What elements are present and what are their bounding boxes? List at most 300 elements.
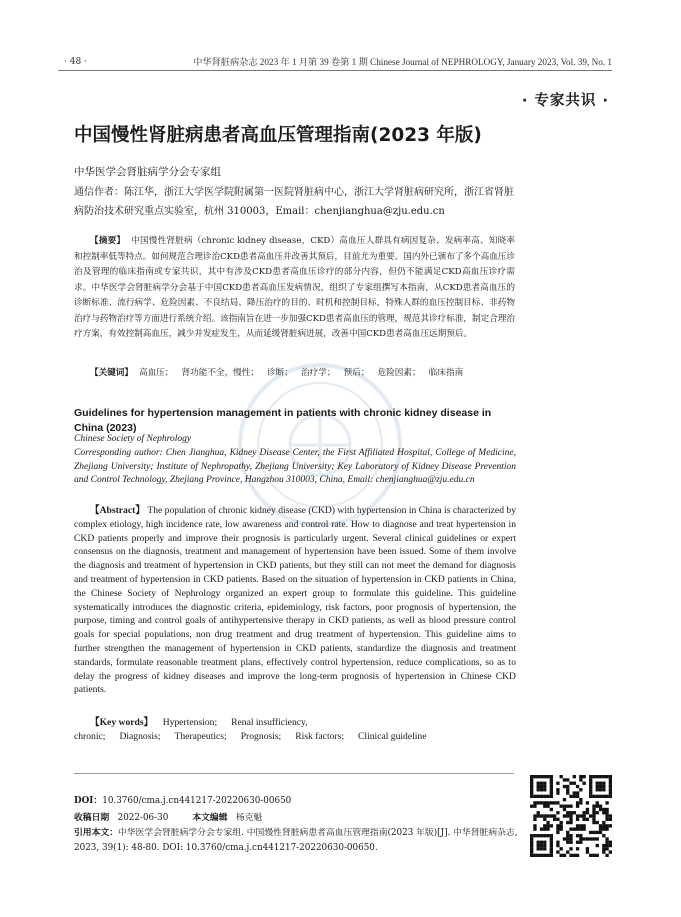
qr-module xyxy=(563,854,566,857)
received-editor-line xyxy=(74,810,262,823)
qr-module xyxy=(530,837,533,840)
qr-module xyxy=(537,811,540,814)
qr-module xyxy=(546,827,549,830)
qr-module xyxy=(602,795,605,798)
qr-module xyxy=(540,782,543,785)
qr-module xyxy=(576,841,579,844)
qr-module xyxy=(563,808,566,811)
qr-module xyxy=(582,827,585,830)
qr-module xyxy=(602,824,605,827)
qr-module xyxy=(586,801,589,804)
qr-module xyxy=(566,811,569,814)
qr-module xyxy=(596,775,599,778)
qr-module xyxy=(579,827,582,830)
qr-module xyxy=(560,854,563,857)
qr-module xyxy=(586,837,589,840)
qr-module xyxy=(546,854,549,857)
qr-module xyxy=(569,782,572,785)
qr-module xyxy=(596,844,599,847)
doi-label: DOI： xyxy=(74,796,103,806)
qr-module xyxy=(589,788,592,791)
qr-module xyxy=(566,821,569,824)
keyword-en: Renal insufficiency, chronic; xyxy=(74,717,308,742)
qr-module xyxy=(556,811,559,814)
abstract-cn-text: 中国慢性肾脏病（chronic kidney disease，CKD）高血压人群具有病因复杂、发病率高、知晓率和控制率低等特点。如何规范合理诊治CKD患者高血压并改善其预后，目前尤为重要。国内外已颁布了多个高血压诊治及管理的临床指南或专家共识，其中有涉及CKD患者高血压诊疗的部分内容，但仍不能满足CKD高血压诊疗需求。中华医学会肾脏病学分会基于中国CKD患者高血压发病情况，组织了专家组撰写本指南，从CKD患者高血压的诊断标准、流行病学、危险因素、不良结局、降压治疗的目的、时机和控制目标，特殊人群的血压控制目标、非药物治疗与药物治疗等方面进行系统介绍。该指南旨在进一步加强CKD患者高血压的管理，规范其诊疗标准，制定合理治疗方案，有效控制高血压，减少并发症发生，从而延缓肾脏病进展，改善中国CKD患者高血压远期预后。 xyxy=(74,236,515,339)
qr-module xyxy=(589,837,592,840)
editor-label: 本文编辑 xyxy=(192,813,228,823)
qr-module xyxy=(586,847,589,850)
qr-module xyxy=(609,850,612,853)
page-number: · 48 · xyxy=(64,57,87,67)
qr-module xyxy=(553,814,556,817)
qr-module xyxy=(540,775,543,778)
qr-module xyxy=(550,834,553,837)
qr-module xyxy=(543,854,546,857)
qr-module xyxy=(556,827,559,830)
qr-module xyxy=(543,788,546,791)
qr-module xyxy=(576,847,579,850)
qr-module xyxy=(566,837,569,840)
qr-module xyxy=(540,801,543,804)
qr-module xyxy=(556,801,559,804)
qr-module xyxy=(550,850,553,853)
qr-module xyxy=(566,788,569,791)
qr-module xyxy=(599,782,602,785)
qr-module xyxy=(596,831,599,834)
qr-module xyxy=(566,778,569,781)
keyword-en: Hypertension; xyxy=(162,717,218,728)
qr-module xyxy=(592,818,595,821)
authors-cn: 中华医学会肾脏病学分会专家组 xyxy=(74,166,221,178)
qr-module xyxy=(543,818,546,821)
qr-module xyxy=(556,824,559,827)
qr-module xyxy=(533,801,536,804)
qr-module xyxy=(592,775,595,778)
qr-module xyxy=(569,827,572,830)
qr-module xyxy=(543,834,546,837)
qr-module xyxy=(543,844,546,847)
qr-module xyxy=(537,785,540,788)
qr-module xyxy=(569,837,572,840)
qr-module xyxy=(537,775,540,778)
qr-module xyxy=(596,821,599,824)
qr-module xyxy=(573,854,576,857)
qr-module xyxy=(579,837,582,840)
qr-module xyxy=(592,795,595,798)
qr-module xyxy=(537,814,540,817)
qr-module xyxy=(560,775,563,778)
qr-module xyxy=(546,824,549,827)
qr-module xyxy=(589,831,592,834)
qr-module xyxy=(602,788,605,791)
qr-module xyxy=(543,841,546,844)
qr-module xyxy=(530,844,533,847)
qr-module xyxy=(599,785,602,788)
article-title-en: Guidelines for hypertension management in patients with chronic kidney disease in China (2023) xyxy=(74,407,492,434)
qr-module xyxy=(550,801,553,804)
qr-module xyxy=(566,850,569,853)
qr-module xyxy=(530,847,533,850)
doi-link[interactable]: 10.3760/cma.j.cn441217-20220630-00650 xyxy=(102,796,292,806)
qr-module xyxy=(533,795,536,798)
keywords-en-label: 【Key words】 xyxy=(90,717,154,728)
qr-module xyxy=(556,782,559,785)
qr-module xyxy=(582,837,585,840)
qr-module xyxy=(589,854,592,857)
qr-module xyxy=(540,854,543,857)
society-en: Chinese Society of Nephrology xyxy=(74,434,192,444)
qr-module xyxy=(579,798,582,801)
qr-module xyxy=(582,818,585,821)
qr-module xyxy=(530,778,533,781)
qr-module xyxy=(576,805,579,808)
qr-module xyxy=(550,795,553,798)
qr-module xyxy=(569,847,572,850)
qr-module xyxy=(540,827,543,830)
qr-module xyxy=(605,775,608,778)
keyword-en: Clinical guideline xyxy=(358,731,427,742)
qr-module xyxy=(609,814,612,817)
keywords-en xyxy=(74,716,516,744)
keyword-en: Diagnosis; xyxy=(119,731,161,742)
qr-module xyxy=(576,785,579,788)
qr-module xyxy=(537,844,540,847)
qr-module xyxy=(566,834,569,837)
qr-module xyxy=(566,841,569,844)
qr-module xyxy=(533,827,536,830)
qr-module xyxy=(605,814,608,817)
qr-module xyxy=(602,847,605,850)
qr-module xyxy=(550,824,553,827)
qr-module xyxy=(563,837,566,840)
qr-module xyxy=(602,785,605,788)
qr-module xyxy=(605,801,608,804)
qr-module xyxy=(592,837,595,840)
qr-module xyxy=(602,821,605,824)
qr-module xyxy=(602,827,605,830)
qr-module xyxy=(530,805,533,808)
qr-module xyxy=(546,805,549,808)
qr-module xyxy=(582,824,585,827)
qr-module xyxy=(573,827,576,830)
corresponding-author-en: Corresponding author: Chen Jianghua, Kidney Disease Center, the First Affiliated Hospital, College of Medicine, Zhejiang University; Institute of Nephropathy, Zhejiang University; Key Laboratory of Kidney Disease Prevention and Control Technology, Zhejiang Province, Hangzhou 310003, China, Email: chenjianghua@zju.edu.cn xyxy=(74,448,516,485)
cite-label: 引用本文： xyxy=(74,828,118,838)
qr-module xyxy=(605,844,608,847)
qr-module xyxy=(573,791,576,794)
qr-module xyxy=(566,805,569,808)
qr-module xyxy=(609,841,612,844)
qr-module xyxy=(576,824,579,827)
keyword-en: Therapeutics; xyxy=(174,731,227,742)
qr-module xyxy=(540,834,543,837)
qr-module xyxy=(546,821,549,824)
qr-module xyxy=(609,775,612,778)
qr-module xyxy=(560,847,563,850)
qr-module xyxy=(592,805,595,808)
qr-module xyxy=(566,831,569,834)
qr-module xyxy=(550,788,553,791)
qr-module xyxy=(576,818,579,821)
qr-module xyxy=(533,775,536,778)
qr-module xyxy=(605,841,608,844)
qr-module xyxy=(605,811,608,814)
qr-module xyxy=(599,795,602,798)
qr-module xyxy=(560,827,563,830)
article-title-cn: 中国慢性肾脏病患者高血压管理指南(2023 年版) xyxy=(74,125,482,146)
qr-module xyxy=(586,811,589,814)
qr-module xyxy=(576,795,579,798)
qr-module xyxy=(596,854,599,857)
qr-module xyxy=(533,824,536,827)
qr-module xyxy=(569,834,572,837)
qr-module xyxy=(573,775,576,778)
qr-module xyxy=(569,818,572,821)
qr-module xyxy=(589,814,592,817)
qr-module xyxy=(569,854,572,857)
citation xyxy=(74,826,520,856)
qr-module xyxy=(596,795,599,798)
qr-module xyxy=(592,814,595,817)
qr-module xyxy=(573,811,576,814)
qr-module xyxy=(537,841,540,844)
qr-module xyxy=(530,834,533,837)
qr-module xyxy=(592,811,595,814)
qr-module xyxy=(550,847,553,850)
qr-module xyxy=(546,814,549,817)
qr-module xyxy=(589,775,592,778)
qr-module xyxy=(609,791,612,794)
qr-module xyxy=(579,778,582,781)
qr-module xyxy=(550,785,553,788)
qr-module xyxy=(605,837,608,840)
qr-module xyxy=(609,778,612,781)
qr-module xyxy=(556,818,559,821)
qr-module xyxy=(540,795,543,798)
qr-module xyxy=(530,850,533,853)
qr-module xyxy=(589,782,592,785)
qr-module xyxy=(599,827,602,830)
qr-module xyxy=(609,844,612,847)
qr-module xyxy=(576,827,579,830)
qr-module xyxy=(566,791,569,794)
qr-module xyxy=(569,841,572,844)
qr-module xyxy=(592,854,595,857)
qr-module xyxy=(563,805,566,808)
qr-module xyxy=(563,814,566,817)
qr-module xyxy=(540,785,543,788)
qr-module xyxy=(582,814,585,817)
qr-module xyxy=(599,831,602,834)
qr-code[interactable] xyxy=(530,775,612,857)
qr-module xyxy=(609,782,612,785)
qr-module xyxy=(589,778,592,781)
keywords-cn xyxy=(90,366,463,378)
qr-module xyxy=(573,795,576,798)
qr-module xyxy=(586,818,589,821)
running-header xyxy=(58,54,612,70)
qr-module xyxy=(550,837,553,840)
qr-module xyxy=(599,808,602,811)
section-label: · 专家共识 · xyxy=(521,93,609,109)
qr-module xyxy=(609,785,612,788)
qr-module xyxy=(569,821,572,824)
qr-module xyxy=(609,824,612,827)
qr-module xyxy=(596,805,599,808)
qr-module xyxy=(540,844,543,847)
qr-module xyxy=(533,818,536,821)
qr-module xyxy=(569,814,572,817)
qr-module xyxy=(540,788,543,791)
qr-module xyxy=(533,834,536,837)
qr-module xyxy=(550,841,553,844)
abstract-en-label: 【Abstract】 xyxy=(90,505,145,516)
qr-module xyxy=(569,795,572,798)
journal-citation-line: 中华肾脏病杂志 2023 年 1 月第 39 卷第 1 期 Chinese Journal of NEPHROLOGY, January 2023, Vol. 39, No. 1 xyxy=(193,57,612,67)
qr-module xyxy=(589,795,592,798)
qr-module xyxy=(592,831,595,834)
qr-module xyxy=(566,814,569,817)
qr-module xyxy=(556,791,559,794)
qr-module xyxy=(605,827,608,830)
cite-text: 中华医学会肾脏病学分会专家组. 中国慢性肾脏病患者高血压管理指南(2023 年版)[J]. 中华肾脏病杂志, 2023, 39(1): 48-80. DOI: 10.3760/cma.j.cn441217-20220630-00650. xyxy=(74,828,518,853)
qr-module xyxy=(596,811,599,814)
qr-module xyxy=(533,805,536,808)
received-date: 2022-06-30 xyxy=(117,813,169,823)
qr-module xyxy=(560,824,563,827)
qr-module xyxy=(543,782,546,785)
qr-module xyxy=(550,791,553,794)
qr-module xyxy=(530,782,533,785)
corresponding-author-cn: 通信作者：陈江华，浙江大学医学院附属第一医院肾脏病中心，浙江大学肾脏病研究所，浙江省肾脏病防治技术研究重点实验室，杭州 310003，Email：chenjianghua@zju.edu.cn xyxy=(74,187,514,217)
qr-module xyxy=(592,821,595,824)
qr-module xyxy=(556,844,559,847)
qr-module xyxy=(550,854,553,857)
qr-module xyxy=(546,801,549,804)
qr-module xyxy=(546,834,549,837)
qr-module xyxy=(553,818,556,821)
qr-module xyxy=(543,827,546,830)
qr-module xyxy=(605,808,608,811)
qr-module xyxy=(546,795,549,798)
qr-module xyxy=(550,808,553,811)
keywords-cn-items: 高血压； 肾功能不全，慢性； 诊断； 治疗学； 预后； 危险因素； 临床指南 xyxy=(138,368,464,378)
qr-module xyxy=(605,824,608,827)
qr-module xyxy=(602,834,605,837)
qr-module xyxy=(576,801,579,804)
qr-module xyxy=(602,811,605,814)
qr-module xyxy=(543,824,546,827)
qr-module xyxy=(579,834,582,837)
qr-module xyxy=(602,850,605,853)
qr-module xyxy=(556,841,559,844)
footer-rule xyxy=(74,773,514,774)
qr-module xyxy=(609,788,612,791)
qr-module xyxy=(569,805,572,808)
qr-module xyxy=(556,831,559,834)
qr-module xyxy=(530,775,533,778)
abstract-cn xyxy=(74,234,515,343)
qr-module xyxy=(543,795,546,798)
qr-module xyxy=(599,775,602,778)
qr-module xyxy=(563,778,566,781)
qr-module xyxy=(579,788,582,791)
qr-module xyxy=(550,775,553,778)
qr-module xyxy=(609,818,612,821)
received-label: 收稿日期 xyxy=(74,813,110,823)
qr-module xyxy=(599,805,602,808)
qr-module xyxy=(540,847,543,850)
keywords-cn-label: 【关键词】 xyxy=(90,368,133,378)
qr-module xyxy=(556,850,559,853)
qr-module xyxy=(537,834,540,837)
qr-module xyxy=(537,847,540,850)
abstract-en-text: The population of chronic kidney disease (CKD) with hypertension in China is characterized by complex etiology, high incidence rate, low awareness and control rate. How to diagnose and treat hypertension in CKD patients properly and improve their prognosis is particularly urgent. Several clinical guidelines or expert consensus on the diagnosis, treatment and management of hypertension have been issued. Some of them involve the diagnosis and treatment of hypertension in CKD patients, but they still can not meet the demand for diagnosis and treatment of hypertension in CKD patients. Based on the situation of hypertension in CKD patients in China, the Chinese Society of Nephrology organized an expert group to formulate this guideline. This guideline systematically introduces the diagnostic criteria, epidemiology, risk factors, poor prognosis of hypertension, the purpose, timing and control goals of antihypertensive therapy in CKD patients, as well as blood pressure control goals for special populations, non drug treatment and drug treatment of hypertension. This guideline aims to further strengthen the management of hypertension in CKD patients, standardize the diagnosis and treatment standards, formulate reasonable treatment plans, effectively control hypertension, reduce complications, so as to delay the progress of kidney diseases and improve the long-term prognosis of hypertension in Chinese CKD patients. xyxy=(74,505,516,696)
keyword-en: Risk factors; xyxy=(295,731,344,742)
qr-module xyxy=(543,847,546,850)
qr-module xyxy=(582,811,585,814)
qr-module xyxy=(599,788,602,791)
qr-module xyxy=(553,801,556,804)
qr-module xyxy=(560,821,563,824)
qr-module xyxy=(582,782,585,785)
qr-module xyxy=(543,775,546,778)
qr-module xyxy=(530,788,533,791)
qr-module xyxy=(537,801,540,804)
keyword-en: Prognosis; xyxy=(240,731,282,742)
qr-module xyxy=(530,791,533,794)
abstract-en xyxy=(74,504,516,697)
qr-module xyxy=(560,805,563,808)
qr-module xyxy=(530,795,533,798)
qr-module xyxy=(576,791,579,794)
qr-module xyxy=(596,837,599,840)
qr-module xyxy=(596,782,599,785)
qr-module xyxy=(530,854,533,857)
qr-module xyxy=(537,795,540,798)
qr-module xyxy=(530,841,533,844)
qr-module xyxy=(582,775,585,778)
qr-module xyxy=(556,788,559,791)
qr-module xyxy=(543,805,546,808)
qr-module xyxy=(605,854,608,857)
header-rule xyxy=(58,70,612,71)
qr-module xyxy=(563,785,566,788)
qr-module xyxy=(543,814,546,817)
qr-module xyxy=(596,801,599,804)
qr-module xyxy=(566,785,569,788)
qr-module xyxy=(602,775,605,778)
qr-module xyxy=(589,785,592,788)
qr-module xyxy=(605,795,608,798)
qr-module xyxy=(537,788,540,791)
qr-module xyxy=(573,782,576,785)
qr-module xyxy=(579,814,582,817)
qr-module xyxy=(579,801,582,804)
qr-module xyxy=(540,814,543,817)
qr-module xyxy=(546,775,549,778)
qr-module xyxy=(609,795,612,798)
qr-module xyxy=(579,824,582,827)
qr-module xyxy=(537,854,540,857)
qr-module xyxy=(602,808,605,811)
qr-module xyxy=(550,844,553,847)
qr-module xyxy=(576,814,579,817)
qr-module xyxy=(537,782,540,785)
qr-module xyxy=(576,834,579,837)
qr-module xyxy=(579,841,582,844)
qr-module xyxy=(543,785,546,788)
qr-module xyxy=(540,841,543,844)
